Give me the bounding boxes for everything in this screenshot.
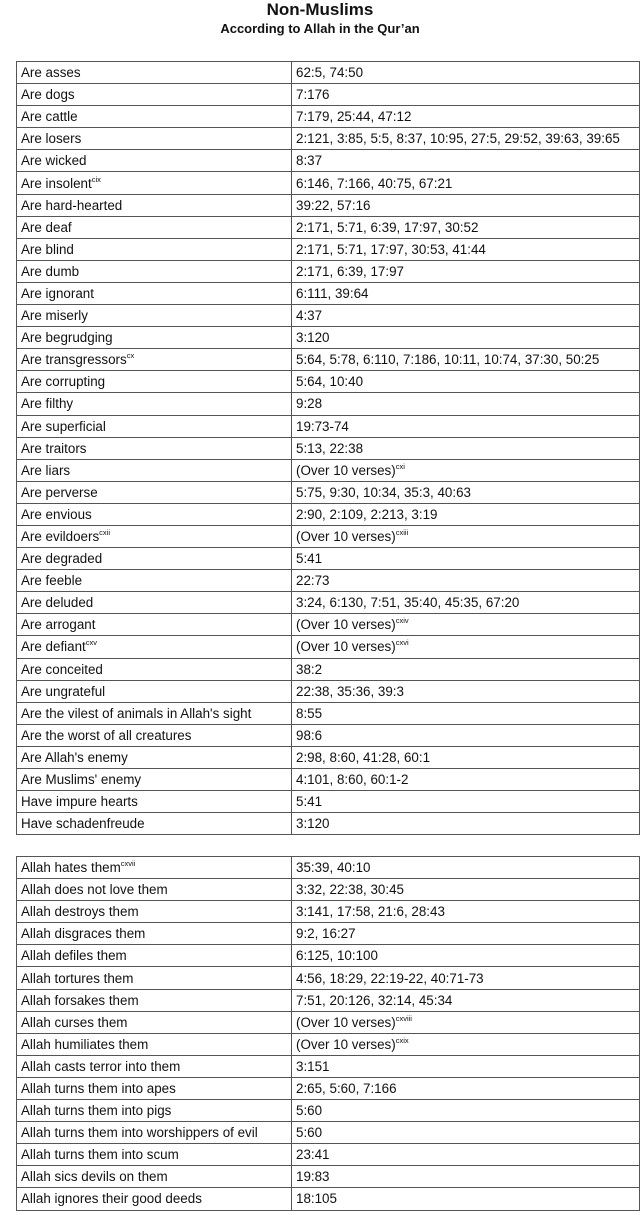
reference-cell [292, 150, 640, 172]
label-cell [17, 769, 292, 791]
reference-text: 7:176 [296, 87, 330, 103]
attributes-table [16, 61, 640, 835]
reference-cell [292, 106, 640, 128]
table-row [17, 901, 640, 923]
reference-text: 6:146, 7:166, 40:75, 67:21 [296, 175, 453, 191]
label-text: Are deaf [21, 219, 72, 235]
table-row [17, 1100, 640, 1122]
table-row [17, 702, 640, 724]
label-cell [17, 1011, 292, 1033]
table-row [17, 1166, 640, 1188]
label-text: Allah casts terror into them [21, 1058, 181, 1074]
table-row [17, 1055, 640, 1077]
label-text: Allah curses them [21, 1014, 128, 1030]
reference-text: 2:65, 5:60, 7:166 [296, 1080, 397, 1096]
label-text: Allah forsakes them [21, 992, 139, 1008]
label-cell [17, 1188, 292, 1210]
reference-cell [292, 371, 640, 393]
reference-cell [292, 415, 640, 437]
reference-text: (Over 10 verses) [296, 1036, 396, 1052]
footnote-marker: cxvi [395, 638, 409, 648]
label-text: Have schadenfreude [21, 816, 145, 832]
label-text: Allah does not love them [21, 882, 168, 898]
label-text: Are dogs [21, 87, 75, 103]
label-text: Are blind [21, 241, 74, 257]
label-cell [17, 813, 292, 835]
label-cell [17, 548, 292, 570]
reference-text: (Over 10 verses) [296, 529, 396, 545]
table-row [17, 150, 640, 172]
reference-text: (Over 10 verses) [296, 617, 396, 633]
reference-cell [292, 1144, 640, 1166]
footnote-marker: cix [91, 174, 101, 184]
label-text: Are feeble [21, 573, 83, 589]
reference-cell [292, 989, 640, 1011]
footnote-marker: cxi [395, 461, 405, 471]
label-cell [17, 238, 292, 260]
reference-text: 18:105 [296, 1191, 337, 1207]
label-cell [17, 525, 292, 547]
label-text: Are losers [21, 131, 82, 147]
label-text: Are superficial [21, 418, 106, 434]
table-row [17, 525, 640, 547]
label-cell [17, 194, 292, 216]
label-text: Allah disgraces them [21, 926, 146, 942]
reference-text: 3:141, 17:58, 21:6, 28:43 [296, 904, 445, 920]
table-row [17, 1033, 640, 1055]
table-row [17, 282, 640, 304]
table-row [17, 84, 640, 106]
reference-text: 38:2 [296, 661, 323, 677]
reference-cell [292, 680, 640, 702]
reference-text: 9:2, 16:27 [296, 926, 356, 942]
table-row [17, 172, 640, 194]
label-cell [17, 1033, 292, 1055]
label-text: Are insolent [21, 175, 92, 191]
reference-cell [292, 901, 640, 923]
table-row [17, 216, 640, 238]
label-text: Are the worst of all creatures [21, 727, 192, 743]
label-text: Are Allah's enemy [21, 749, 128, 765]
reference-cell [292, 503, 640, 525]
table-row [17, 194, 640, 216]
reference-text: 8:55 [296, 705, 323, 721]
reference-cell [292, 128, 640, 150]
footnote-marker: cxiii [395, 528, 409, 538]
label-cell [17, 1055, 292, 1077]
label-cell [17, 1166, 292, 1188]
label-cell [17, 592, 292, 614]
reference-cell [292, 437, 640, 459]
table-row [17, 371, 640, 393]
label-cell [17, 349, 292, 371]
label-cell [17, 857, 292, 879]
label-text: Are traitors [21, 440, 87, 456]
reference-text: 2:90, 2:109, 2:213, 3:19 [296, 506, 438, 522]
label-cell [17, 702, 292, 724]
reference-text: 2:98, 8:60, 41:28, 60:1 [296, 749, 431, 765]
page-title: Non-Muslims [266, 0, 374, 19]
reference-text: 23:41 [296, 1147, 330, 1163]
label-cell [17, 393, 292, 415]
table-row [17, 1144, 640, 1166]
label-text: Are conceited [21, 661, 103, 677]
reference-cell [292, 570, 640, 592]
table-row [17, 1122, 640, 1144]
label-cell [17, 415, 292, 437]
reference-text: 2:171, 6:39, 17:97 [296, 263, 404, 279]
reference-text: 7:179, 25:44, 47:12 [296, 109, 412, 125]
label-text: Are transgressors [21, 352, 127, 368]
table-row [17, 238, 640, 260]
label-text: Are the vilest of animals in Allah's sight [21, 705, 252, 721]
table-row [17, 128, 640, 150]
label-cell [17, 945, 292, 967]
reference-text: 2:171, 5:71, 6:39, 17:97, 30:52 [296, 219, 479, 235]
reference-text: 5:41 [296, 794, 323, 810]
reference-text: 5:75, 9:30, 10:34, 35:3, 40:63 [296, 484, 471, 500]
label-text: Allah turns them into pigs [21, 1103, 172, 1119]
reference-cell [292, 1188, 640, 1210]
reference-cell [292, 260, 640, 282]
table-row [17, 658, 640, 680]
table-divider [16, 834, 640, 856]
reference-cell [292, 327, 640, 349]
reference-text: 3:120 [296, 816, 330, 832]
table-row [17, 305, 640, 327]
label-cell [17, 989, 292, 1011]
reference-cell [292, 525, 640, 547]
label-cell [17, 879, 292, 901]
label-text: Allah ignores their good deeds [21, 1191, 202, 1207]
reference-text: 22:38, 35:36, 39:3 [296, 683, 404, 699]
reference-cell [292, 459, 640, 481]
table-row [17, 106, 640, 128]
reference-text: 2:171, 5:71, 17:97, 30:53, 41:44 [296, 241, 486, 257]
reference-cell [292, 813, 640, 835]
label-text: Allah destroys them [21, 904, 139, 920]
label-text: Allah defiles them [21, 948, 127, 964]
reference-cell [292, 1011, 640, 1033]
label-text: Are liars [21, 462, 71, 478]
footnote-marker: cxiv [395, 616, 409, 626]
reference-cell [292, 769, 640, 791]
table-row [17, 879, 640, 901]
table-row [17, 1077, 640, 1099]
reference-text: 5:13, 22:38 [296, 440, 364, 456]
label-cell [17, 923, 292, 945]
table-row [17, 857, 640, 879]
reference-cell [292, 216, 640, 238]
label-text: Are degraded [21, 551, 103, 567]
table-row [17, 349, 640, 371]
label-text: Are perverse [21, 484, 98, 500]
reference-cell [292, 282, 640, 304]
page-subtitle: According to Allah in the Qur’an [220, 21, 420, 36]
table-row [17, 967, 640, 989]
label-text: Allah sics devils on them [21, 1169, 168, 1185]
reference-text: 5:41 [296, 551, 323, 567]
table-row [17, 680, 640, 702]
table-row [17, 923, 640, 945]
label-text: Allah hates them [21, 860, 121, 876]
label-cell [17, 172, 292, 194]
label-text: Are asses [21, 65, 81, 81]
allah-actions-table [16, 856, 640, 1211]
reference-cell [292, 614, 640, 636]
table-row [17, 614, 640, 636]
reference-text: 4:37 [296, 308, 323, 324]
footnote-marker: cxix [395, 1035, 409, 1045]
label-cell [17, 371, 292, 393]
label-cell [17, 84, 292, 106]
label-cell [17, 658, 292, 680]
reference-cell [292, 1166, 640, 1188]
label-cell [17, 636, 292, 658]
reference-text: 9:28 [296, 396, 323, 412]
reference-cell [292, 658, 640, 680]
table-row [17, 636, 640, 658]
reference-text: 98:6 [296, 727, 323, 743]
table-row [17, 791, 640, 813]
reference-text: 5:60 [296, 1125, 323, 1141]
label-text: Are deluded [21, 595, 94, 611]
reference-cell [292, 349, 640, 371]
reference-cell [292, 923, 640, 945]
table-row [17, 1188, 640, 1210]
reference-cell [292, 592, 640, 614]
reference-cell [292, 481, 640, 503]
label-text: Allah tortures them [21, 970, 134, 986]
table-row [17, 813, 640, 835]
label-text: Are evildoers [21, 529, 100, 545]
label-cell [17, 216, 292, 238]
table-row [17, 570, 640, 592]
table-row [17, 769, 640, 791]
table-row [17, 724, 640, 746]
label-text: Allah turns them into scum [21, 1147, 179, 1163]
reference-cell [292, 1122, 640, 1144]
reference-cell [292, 548, 640, 570]
label-cell [17, 481, 292, 503]
label-cell [17, 967, 292, 989]
reference-text: 3:151 [296, 1058, 330, 1074]
table-row [17, 746, 640, 768]
table-row [17, 415, 640, 437]
table-row [17, 437, 640, 459]
reference-text: 62:5, 74:50 [296, 65, 364, 81]
reference-text: (Over 10 verses) [296, 639, 396, 655]
reference-text: 6:125, 10:100 [296, 948, 378, 964]
reference-text: 5:64, 10:40 [296, 374, 364, 390]
label-cell [17, 459, 292, 481]
label-cell [17, 1122, 292, 1144]
label-cell [17, 327, 292, 349]
label-cell [17, 680, 292, 702]
table-row [17, 503, 640, 525]
reference-cell [292, 1100, 640, 1122]
label-text: Are Muslims' enemy [21, 772, 142, 788]
reference-text: 5:64, 5:78, 6:110, 7:186, 10:11, 10:74, 37:30, 50:25 [296, 352, 600, 368]
label-cell [17, 1100, 292, 1122]
label-text: Are envious [21, 506, 92, 522]
reference-cell [292, 791, 640, 813]
reference-text: 39:22, 57:16 [296, 197, 371, 213]
reference-cell [292, 62, 640, 84]
reference-cell [292, 238, 640, 260]
reference-cell [292, 1077, 640, 1099]
label-cell [17, 1077, 292, 1099]
label-text: Allah humiliates them [21, 1036, 149, 1052]
reference-cell [292, 945, 640, 967]
table-row [17, 945, 640, 967]
reference-text: 19:73-74 [296, 418, 349, 434]
label-cell [17, 305, 292, 327]
label-text: Are begrudging [21, 330, 113, 346]
table-row [17, 62, 640, 84]
reference-text: 2:121, 3:85, 5:5, 8:37, 10:95, 27:5, 29:52, 39:63, 39:65 [296, 131, 620, 147]
reference-text: 4:101, 8:60, 60:1-2 [296, 772, 409, 788]
table-row [17, 327, 640, 349]
reference-cell [292, 636, 640, 658]
label-cell [17, 106, 292, 128]
reference-text: 3:24, 6:130, 7:51, 35:40, 45:35, 67:20 [296, 595, 520, 611]
footnote-marker: cxv [85, 638, 98, 648]
reference-text: (Over 10 verses) [296, 462, 396, 478]
reference-cell [292, 857, 640, 879]
table-row [17, 548, 640, 570]
label-cell [17, 791, 292, 813]
reference-cell [292, 746, 640, 768]
reference-cell [292, 393, 640, 415]
label-text: Are filthy [21, 396, 74, 412]
label-cell [17, 724, 292, 746]
label-text: Are arrogant [21, 617, 96, 633]
reference-text: 4:56, 18:29, 22:19-22, 40:71-73 [296, 970, 484, 986]
reference-text: 3:120 [296, 330, 330, 346]
reference-cell [292, 967, 640, 989]
label-cell [17, 746, 292, 768]
reference-cell [292, 84, 640, 106]
reference-text: 19:83 [296, 1169, 330, 1185]
label-cell [17, 282, 292, 304]
label-text: Have impure hearts [21, 794, 138, 810]
reference-text: 6:111, 39:64 [296, 285, 369, 301]
reference-text: 35:39, 40:10 [296, 860, 371, 876]
label-text: Are ungrateful [21, 683, 106, 699]
label-text: Are miserly [21, 308, 88, 324]
label-cell [17, 570, 292, 592]
table-row [17, 459, 640, 481]
label-cell [17, 62, 292, 84]
reference-cell [292, 194, 640, 216]
label-cell [17, 260, 292, 282]
label-text: Allah turns them into apes [21, 1080, 176, 1096]
reference-cell [292, 702, 640, 724]
reference-text: 8:37 [296, 153, 323, 169]
table-row [17, 481, 640, 503]
label-text: Are dumb [21, 263, 80, 279]
reference-text: 3:32, 22:38, 30:45 [296, 882, 404, 898]
label-text: Are wicked [21, 153, 87, 169]
label-cell [17, 437, 292, 459]
table-row [17, 393, 640, 415]
reference-text: 22:73 [296, 573, 330, 589]
reference-text: 7:51, 20:126, 32:14, 45:34 [296, 992, 453, 1008]
label-cell [17, 128, 292, 150]
footnote-marker: cxvii [120, 859, 136, 869]
label-cell [17, 503, 292, 525]
label-text: Are hard-hearted [21, 197, 123, 213]
label-text: Allah turns them into worshippers of evil [21, 1125, 258, 1141]
table-row [17, 592, 640, 614]
label-cell [17, 614, 292, 636]
label-text: Are ignorant [21, 285, 94, 301]
label-text: Are corrupting [21, 374, 106, 390]
table-row [17, 1011, 640, 1033]
reference-cell [292, 1055, 640, 1077]
reference-text: (Over 10 verses) [296, 1014, 396, 1030]
footnote-marker: cxii [99, 528, 110, 538]
label-cell [17, 150, 292, 172]
reference-cell [292, 1033, 640, 1055]
footnote-marker: cxviii [395, 1013, 412, 1023]
label-cell [17, 1144, 292, 1166]
table-row [17, 260, 640, 282]
reference-cell [292, 879, 640, 901]
table-row [17, 989, 640, 1011]
label-text: Are defiant [21, 639, 86, 655]
reference-text: 5:60 [296, 1103, 323, 1119]
footnote-marker: cx [126, 351, 135, 361]
reference-cell [292, 305, 640, 327]
reference-cell [292, 172, 640, 194]
reference-cell [292, 724, 640, 746]
label-cell [17, 901, 292, 923]
label-text: Are cattle [21, 109, 78, 125]
